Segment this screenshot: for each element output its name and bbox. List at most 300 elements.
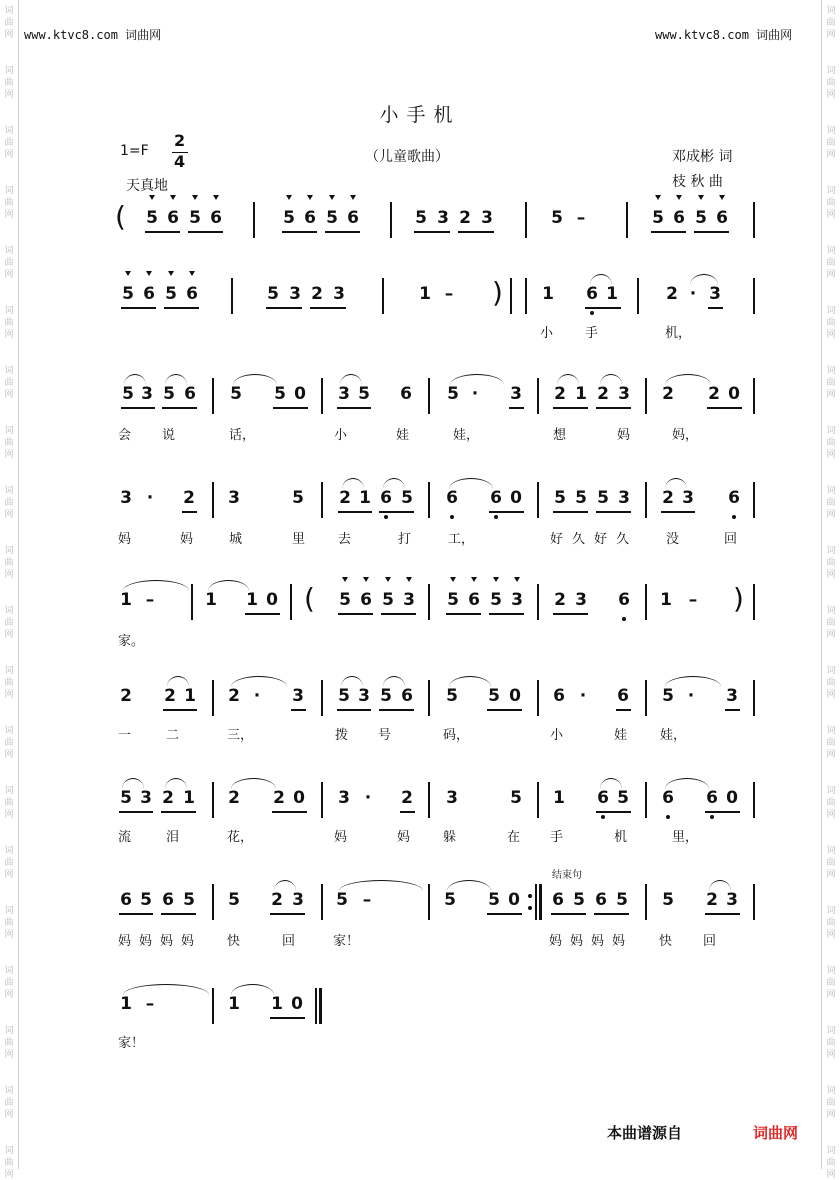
watermark-char: 网	[826, 1050, 836, 1060]
lyric: 流	[118, 830, 132, 845]
watermark-char: 词	[4, 66, 14, 76]
note: 3	[726, 686, 738, 706]
watermark-char: 网	[4, 1050, 14, 1060]
watermark-char: 网	[826, 330, 836, 340]
bar-line	[753, 884, 755, 920]
bar-line	[537, 482, 539, 518]
watermark-char: 网	[4, 270, 14, 280]
note: 5	[447, 384, 459, 404]
note: 5	[120, 788, 132, 808]
lyric: 说	[162, 428, 176, 443]
bar-line	[645, 378, 647, 414]
bar-line	[525, 278, 527, 314]
note: 5	[380, 686, 392, 706]
bar-line	[753, 680, 755, 716]
note: 5	[401, 488, 413, 508]
lyric: 妈	[570, 934, 584, 949]
watermark-char: 曲	[4, 618, 14, 628]
watermark-char: 词	[4, 1146, 14, 1156]
watermark-char: 词	[826, 966, 836, 976]
note: 3	[228, 488, 240, 508]
watermark-char: 曲	[826, 318, 836, 328]
note: 6	[552, 890, 564, 910]
note: 5	[146, 208, 158, 228]
bar-line	[537, 378, 539, 414]
note: 5	[444, 890, 456, 910]
note: 3	[140, 788, 152, 808]
note: 3	[575, 590, 587, 610]
lyric: 话，	[229, 428, 256, 443]
note: 0	[508, 890, 520, 910]
watermark-char: 词	[4, 606, 14, 616]
note: 5	[510, 788, 522, 808]
bar-line	[428, 680, 430, 716]
dot: ·	[146, 488, 154, 508]
watermark-char: 网	[4, 570, 14, 580]
lyric: 快	[227, 934, 241, 949]
note: 3	[403, 590, 415, 610]
lyric: 里	[292, 532, 306, 547]
lyric: 码，	[443, 728, 470, 743]
watermark-char: 网	[826, 30, 836, 40]
bar-line	[537, 584, 539, 620]
dot: ·	[687, 686, 695, 706]
bar-line	[753, 584, 755, 620]
watermark-char: 网	[826, 390, 836, 400]
note: 6	[595, 890, 607, 910]
lyric: 拨	[335, 728, 349, 743]
watermark-char: 曲	[826, 798, 836, 808]
time-signature-top: 2	[174, 131, 186, 150]
bar-line	[321, 884, 323, 920]
watermark-char: 词	[826, 1086, 836, 1096]
note: 3	[289, 284, 301, 304]
note: 3	[511, 590, 523, 610]
lyric: 躲	[443, 830, 457, 845]
note: 6	[304, 208, 316, 228]
watermark-char: 网	[826, 810, 836, 820]
note: 6	[120, 890, 132, 910]
watermark-char: 网	[4, 30, 14, 40]
note: 2	[459, 208, 471, 228]
bar-line	[428, 482, 430, 518]
lyric: 好	[550, 532, 564, 547]
lyric: 在	[507, 830, 521, 845]
watermark-char: 曲	[826, 78, 836, 88]
watermark-char: 网	[4, 870, 14, 880]
bar-line	[645, 884, 647, 920]
watermark-char: 曲	[826, 438, 836, 448]
lyric: 妈	[139, 934, 153, 949]
watermark-char: 曲	[4, 138, 14, 148]
bar-line	[428, 378, 430, 414]
dot: ·	[579, 686, 587, 706]
note: 6	[716, 208, 728, 228]
note: 6	[618, 590, 630, 610]
watermark-char: 网	[826, 570, 836, 580]
note: 2	[162, 788, 174, 808]
watermark-char: 网	[826, 1170, 836, 1180]
watermark-char: 网	[4, 990, 14, 1000]
note: 1	[246, 590, 258, 610]
lyric: 小	[540, 326, 554, 341]
note: 2	[271, 890, 283, 910]
bar-line	[428, 884, 430, 920]
note: 6	[167, 208, 179, 228]
watermark-char: 曲	[826, 1098, 836, 1108]
bar-line	[428, 584, 430, 620]
watermark-char: 曲	[4, 378, 14, 388]
watermark-char: 曲	[826, 618, 836, 628]
bar-line	[290, 584, 292, 620]
lyric: 妈	[160, 934, 174, 949]
coda-label: 结束句	[552, 870, 582, 881]
note: 0	[510, 488, 522, 508]
note: 5	[283, 208, 295, 228]
lyric: 妈	[118, 532, 132, 547]
watermark-char: 曲	[826, 738, 836, 748]
note: 5	[228, 890, 240, 910]
watermark-char: 词	[4, 486, 14, 496]
watermark-char: 网	[826, 150, 836, 160]
bar-line	[382, 278, 384, 314]
bar-line	[537, 782, 539, 818]
watermark-char: 网	[826, 630, 836, 640]
lyric: 会	[118, 428, 132, 443]
note: 5	[662, 890, 674, 910]
note: 3	[333, 284, 345, 304]
lyric: 妈	[181, 934, 195, 949]
bar-line	[390, 202, 392, 238]
lyric: 娃	[614, 728, 628, 743]
watermark-char: 网	[4, 510, 14, 520]
watermark-char: 网	[826, 1110, 836, 1120]
note: 3	[338, 788, 350, 808]
lyric: 机	[614, 830, 628, 845]
note: 5	[326, 208, 338, 228]
bar-line	[321, 378, 323, 414]
lyric: 手	[585, 326, 599, 341]
bar-line	[510, 278, 512, 314]
dash: –	[688, 590, 698, 610]
watermark-char: 网	[826, 450, 836, 460]
lyric: 家！	[333, 934, 360, 949]
watermark-char: 词	[826, 246, 836, 256]
watermark-char: 曲	[4, 18, 14, 28]
note: 2	[228, 686, 240, 706]
note: 3	[358, 686, 370, 706]
final-bar-line-thick	[319, 988, 322, 1024]
lyric: 泪	[166, 830, 180, 845]
watermark-char: 曲	[826, 378, 836, 388]
note: 0	[266, 590, 278, 610]
watermark-char: 曲	[4, 678, 14, 688]
lyric: 家！	[118, 1036, 145, 1051]
note: 1	[575, 384, 587, 404]
watermark-char: 曲	[826, 498, 836, 508]
lyric: 妈	[591, 934, 605, 949]
note: 5	[488, 890, 500, 910]
watermark-char: 网	[826, 750, 836, 760]
note: 0	[294, 384, 306, 404]
source-site-link[interactable]: 词曲网	[753, 1124, 799, 1142]
watermark-char: 词	[4, 666, 14, 676]
watermark-char: 网	[826, 90, 836, 100]
left-watermark-strip	[0, 0, 19, 1180]
lyric: 久	[616, 532, 630, 547]
bar-line	[753, 482, 755, 518]
watermark-char: 网	[826, 990, 836, 1000]
lyric: 娃，	[660, 728, 687, 743]
watermark-char: 网	[4, 630, 14, 640]
watermark-char: 曲	[826, 138, 836, 148]
note: 6	[401, 686, 413, 706]
watermark-char: 词	[826, 786, 836, 796]
note: 6	[706, 788, 718, 808]
tempo-mark: 天真地	[126, 178, 168, 194]
lyric: 花，	[227, 830, 254, 845]
note: 1	[120, 590, 132, 610]
note: 6	[597, 788, 609, 808]
site-watermark-left: www.ktvc8.com 词曲网	[24, 28, 162, 42]
watermark-char: 曲	[826, 918, 836, 928]
note: 2	[120, 686, 132, 706]
watermark-char: 网	[826, 270, 836, 280]
lyric: 里，	[672, 830, 699, 845]
lyric: 回	[703, 934, 717, 949]
note: 2	[708, 384, 720, 404]
right-watermark-strip	[821, 0, 840, 1180]
watermark-char: 词	[826, 666, 836, 676]
note: 5	[274, 384, 286, 404]
watermark-char: 网	[4, 390, 14, 400]
watermark-char: 网	[826, 690, 836, 700]
bar-line	[253, 202, 255, 238]
note: 6	[673, 208, 685, 228]
note: 3	[618, 384, 630, 404]
note: 1	[184, 686, 196, 706]
watermark-char: 词	[826, 726, 836, 736]
watermark-char: 词	[826, 906, 836, 916]
lyric: 打	[398, 532, 412, 547]
watermark-char: 曲	[826, 678, 836, 688]
lyric: 快	[659, 934, 673, 949]
note: 3	[618, 488, 630, 508]
watermark-char: 词	[826, 306, 836, 316]
watermark-char: 词	[826, 546, 836, 556]
note: 5	[616, 890, 628, 910]
watermark-char: 曲	[4, 978, 14, 988]
watermark-char: 网	[826, 510, 836, 520]
bar-line	[428, 782, 430, 818]
note: 2	[273, 788, 285, 808]
note: 5	[140, 890, 152, 910]
lyric: 妈	[549, 934, 563, 949]
watermark-char: 网	[826, 210, 836, 220]
bar-line	[212, 782, 214, 818]
note: 1	[660, 590, 672, 610]
watermark-char: 曲	[4, 918, 14, 928]
watermark-char: 词	[4, 846, 14, 856]
watermark-char: 词	[4, 246, 14, 256]
watermark-char: 词	[4, 786, 14, 796]
note: 1	[419, 284, 431, 304]
note: 5	[554, 488, 566, 508]
note: 5	[267, 284, 279, 304]
note: 3	[481, 208, 493, 228]
watermark-char: 曲	[4, 438, 14, 448]
watermark-char: 曲	[4, 1158, 14, 1168]
watermark-char: 网	[4, 150, 14, 160]
watermark-char: 网	[4, 1110, 14, 1120]
lyric: 工，	[448, 532, 475, 547]
bar-line	[191, 584, 193, 620]
lyric: 家。	[118, 634, 145, 649]
watermark-char: 词	[826, 1146, 836, 1156]
watermark-char: 词	[826, 426, 836, 436]
watermark-char: 词	[4, 1086, 14, 1096]
lyric: 三，	[227, 728, 254, 743]
watermark-char: 曲	[826, 858, 836, 868]
note: 6	[490, 488, 502, 508]
lyric: 二	[166, 728, 180, 743]
note: 5	[358, 384, 370, 404]
note: 6	[662, 788, 674, 808]
note: 6	[400, 384, 412, 404]
watermark-char: 词	[826, 486, 836, 496]
note: 5	[490, 590, 502, 610]
note: 3	[141, 384, 153, 404]
note: 0	[728, 384, 740, 404]
bar-line	[212, 884, 214, 920]
final-bar-line	[315, 988, 317, 1024]
note: 5	[488, 686, 500, 706]
repeat-open-paren: (	[115, 200, 126, 233]
time-signature-bottom: 4	[174, 152, 186, 171]
note: 5	[230, 384, 242, 404]
lyric: 妈	[180, 532, 194, 547]
dot: ·	[253, 686, 261, 706]
bar-line	[753, 782, 755, 818]
note: 5	[695, 208, 707, 228]
dot: ·	[689, 284, 697, 304]
note: 6	[380, 488, 392, 508]
bar-line	[645, 482, 647, 518]
note: 0	[509, 686, 521, 706]
note: 6	[186, 284, 198, 304]
watermark-char: 词	[4, 306, 14, 316]
note: 5	[597, 488, 609, 508]
note: 2	[401, 788, 413, 808]
watermark-char: 网	[4, 750, 14, 760]
watermark-char: 词	[826, 126, 836, 136]
note: 5	[189, 208, 201, 228]
bar-line	[645, 680, 647, 716]
lyric: 去	[338, 532, 352, 547]
watermark-char: 曲	[826, 558, 836, 568]
watermark-char: 曲	[826, 1038, 836, 1048]
note: 3	[726, 890, 738, 910]
lyric: 娃，	[453, 428, 480, 443]
lyric: 号	[378, 728, 392, 743]
note: 2	[666, 284, 678, 304]
watermark-char: 词	[4, 726, 14, 736]
bar-line	[212, 680, 214, 716]
bar-line	[321, 782, 323, 818]
note: 3	[709, 284, 721, 304]
note: 5	[163, 384, 175, 404]
note: 6	[468, 590, 480, 610]
note: 5	[573, 890, 585, 910]
note: 1	[542, 284, 554, 304]
watermark-char: 网	[4, 930, 14, 940]
note: 5	[447, 590, 459, 610]
watermark-char: 曲	[826, 18, 836, 28]
note: 5	[336, 890, 348, 910]
note: 2	[311, 284, 323, 304]
watermark-char: 网	[4, 210, 14, 220]
note: 6	[553, 686, 565, 706]
lyric: 机，	[665, 326, 692, 341]
dash: –	[145, 590, 155, 610]
repeat-close-paren: )	[492, 276, 503, 309]
note: 3	[437, 208, 449, 228]
watermark-char: 曲	[4, 1098, 14, 1108]
watermark-char: 曲	[4, 498, 14, 508]
lyric: 好	[594, 532, 608, 547]
note: 2	[554, 590, 566, 610]
note: 6	[162, 890, 174, 910]
repeat-close-paren: )	[733, 582, 744, 615]
bar-line	[321, 482, 323, 518]
lyric: 回	[282, 934, 296, 949]
note: 3	[682, 488, 694, 508]
note: 6	[617, 686, 629, 706]
note: 6	[143, 284, 155, 304]
lyric: 娃	[396, 428, 410, 443]
watermark-char: 词	[826, 366, 836, 376]
watermark-char: 曲	[4, 738, 14, 748]
lyric: 妈	[397, 830, 411, 845]
dash: –	[362, 890, 372, 910]
watermark-char: 网	[4, 690, 14, 700]
repeat-open-paren: (	[304, 582, 315, 615]
lyricist-credit: 邓成彬 词	[672, 149, 733, 165]
bar-line	[645, 584, 647, 620]
note: 6	[184, 384, 196, 404]
note: 1	[553, 788, 565, 808]
watermark-char: 曲	[4, 798, 14, 808]
watermark-char: 词	[4, 426, 14, 436]
dot: ·	[471, 384, 479, 404]
lyric: 城	[229, 532, 243, 547]
bar-line	[753, 278, 755, 314]
bar-line	[212, 378, 214, 414]
composer-credit: 枝 秋 曲	[672, 174, 723, 190]
note: 1	[205, 590, 217, 610]
watermark-char: 网	[4, 330, 14, 340]
watermark-char: 词	[826, 846, 836, 856]
note: 5	[662, 686, 674, 706]
bar-line	[753, 202, 755, 238]
bar-line	[626, 202, 628, 238]
watermark-char: 词	[4, 186, 14, 196]
watermark-char: 网	[4, 90, 14, 100]
note: 5	[292, 488, 304, 508]
note: 1	[228, 994, 240, 1014]
watermark-char: 词	[4, 546, 14, 556]
lyric: 久	[572, 532, 586, 547]
